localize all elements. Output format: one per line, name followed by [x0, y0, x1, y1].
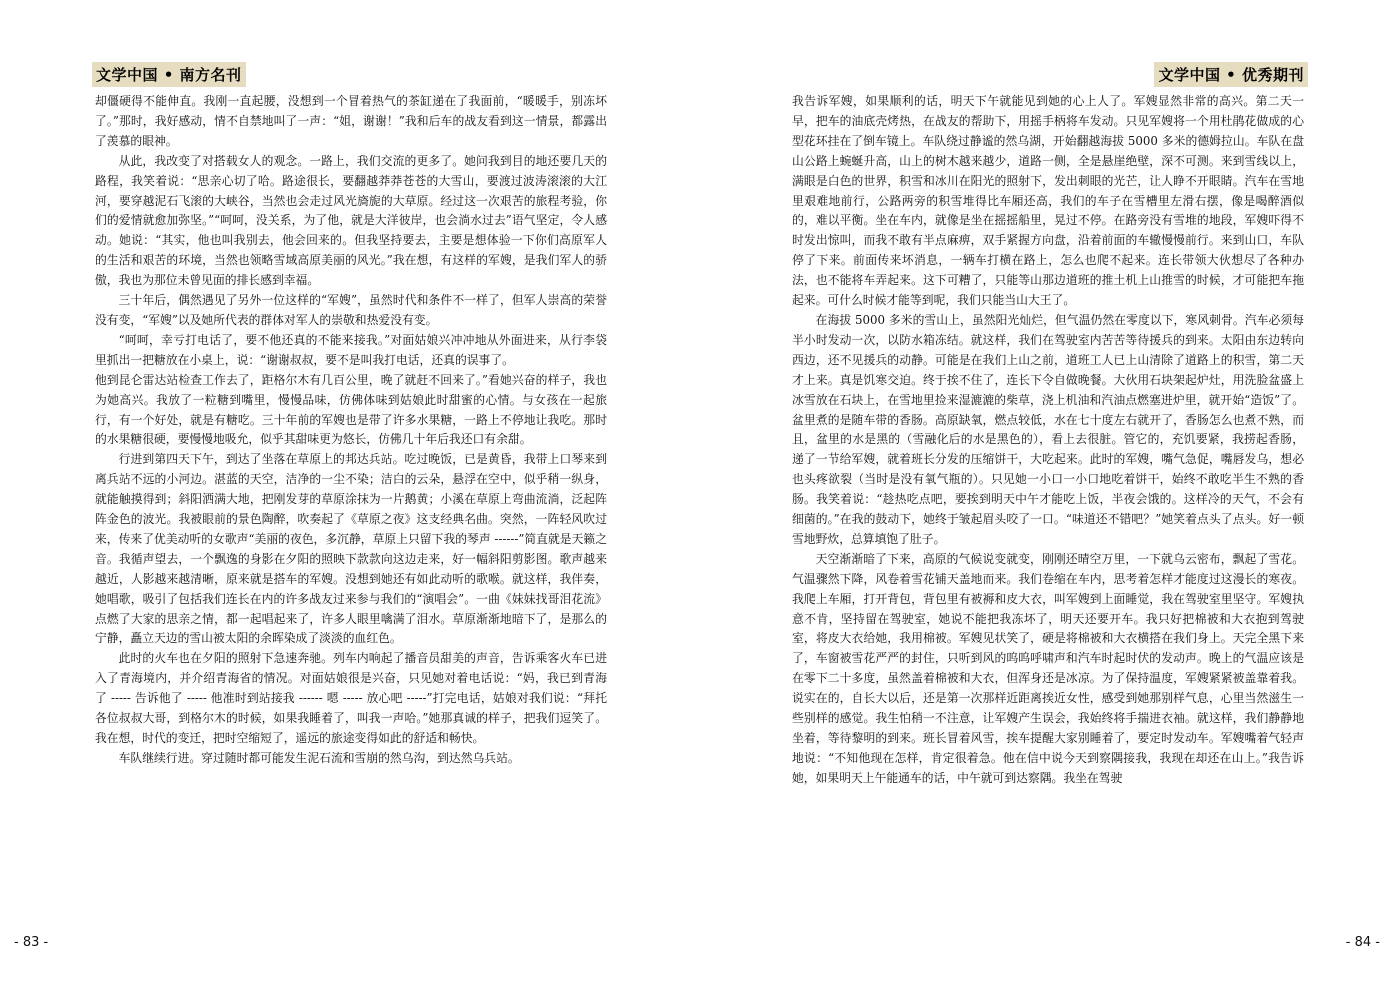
- right-paragraph-2: 在海拔 5000 多米的雪山上，虽然阳光灿烂，但气温仍然在零度以下，寒风刺骨。汽车必须每半小时发动一次，以防水箱冻结。就这样，我们在驾驶室内苦苦等待援兵的到来。太阳由东边转向西边，还不见援兵的动静。可能是在我们上山之前，道班工人已上山清除了道路上的积雪，第二天才上来。真是饥寒交迫。终于挨不住了，连长下令自做晚餐。大伙用石块架起炉灶，用洗脸盆盛上冰雪放在石块上，在雪地里捡来湿漉漉的柴草，浇上机油和汽油点燃塞进炉里，就开始“造饭”了。盆里煮的是随车带的香肠。高原缺氧，燃点较低，水在七十度左右就开了，香肠怎么也煮不熟，而且，盆里的水是黑的（雪融化后的水是黑色的），看上去很脏。管它的，充饥要紧，我捞起香肠，递了一节给军嫂，就着班长分发的压缩饼干，大吃起来。此时的军嫂，嘴气急促，嘴唇发乌，想必也头疼欲裂（当时是没有氧气瓶的）。只见她一小口一小口地吃着饼干，始终不敢吃半生不熟的香肠。我笑着说：“趁热吃点吧，要挨到明天中午才能吃上饭，半夜会饿的。这样冷的天气，不会有细菌的。”在我的鼓动下，她终于皱起眉头咬了一口。“味道还不错吧？”她笑着点头了点头。好一顿雪地野炊，总算填饱了肚子。: [792, 312, 1304, 546]
- left-paragraph-5: 他到昆仑雷达站检查工作去了，距格尔木有几百公里，晚了就赶不回来了。”看她兴奋的样子，我也为她高兴。我放了一粒糖到嘴里，慢慢品味，仿佛体味到姑娘此时甜蜜的心情。与女孩在一起旅行，有一个好处，就是有糖吃。三十年前的军嫂也是带了许多水果糖，一路上不停地让我吃。那时的水果糖很硬，要慢慢地吸允，似乎其甜味更为悠长，仿佛几十年后我还口有余甜。: [95, 372, 607, 447]
- left-paragraph-2: 从此，我改变了对搭载女人的观念。一路上，我们交流的更多了。她问我到目的地还要几天的路程，我笑着说：“思亲心切了哈。路途很长，要翻越莽莽苍苍的大雪山，要渡过波涛滚滚的大江河，要穿越泥石飞滚的大峡谷，当然也会走过风光旖旎的大草原。经过这一次艰苦的旅程考验，你们的爱情就愈加弥坚。”“呵呵，没关系，为了他，就是大洋彼岸，也会淌水过去”语气坚定，令人感动。她说：“其实，他也叫我别去，他会回来的。但我坚持要去，主要是想体验一下你们高原军人的生活和艰苦的环境，当然也领略雪域高原美丽的风光。”我在想，有这样的军嫂，是我们军人的骄傲，我也为那位未曾见面的排长感到幸福。: [95, 153, 607, 288]
- left-page-header: [92, 62, 246, 86]
- left-paragraph-8: 车队继续行进。穿过随时都可能发生泥石流和雪崩的然乌沟，到达然乌兵站。: [118, 750, 520, 765]
- right-page: [699, 0, 1398, 982]
- left-running-head: 文学中国 • 南方名刊: [92, 62, 246, 87]
- left-paragraph-6: 行进到第四天下午，到达了坐落在草原上的邦达兵站。吃过晚饭，已是黄昏，我带上口琴来到离兵站不远的小河边。湛蓝的天空，洁净的一尘不染；洁白的云朵，悬浮在空中，似乎稍一纵身，就能触摸得到；斜阳洒满大地，把刚发芽的草原涂抹为一片鹅黄；小溪在草原上弯曲流淌，泛起阵阵金色的波光。我被眼前的景色陶醉，吹奏起了《草原之夜》这支经典名曲。突然，一阵轻风吹过来，传来了优美动听的女歌声“美丽的夜色，多沉静，草原上只留下我的琴声 ------”简直就是天籁之音。我循声望去，一个飘逸的身影在夕阳的照映下款款向这边走来，好一幅斜阳剪影图。歌声越来越近，人影越来越清晰，原来就是搭车的军嫂。没想到她还有如此动听的歌喉。就这样，我伴奏，她唱歌，吸引了包括我们连长在内的许多战友过来参与我们的“演唱会”。一曲《妹妹找哥泪花流》点燃了大家的思亲之情，都一起唱起来了，许多人眼里噙满了泪水。草原渐渐地暗下了，是那么的宁静，矗立天边的雪山被太阳的余晖染成了淡淡的血红色。: [95, 452, 607, 646]
- left-paragraph-1: 却僵硬得不能伸直。我刚一直起腰，没想到一个冒着热气的茶缸递在了我面前，“暖暖手，别冻坏了。”那时，我好感动，情不自禁地叫了一声：“姐，谢谢！”我和后车的战友看到这一情景，都露出了羡慕的眼神。: [95, 94, 607, 148]
- right-page-header: [1154, 62, 1308, 86]
- right-page-number: - 84 -: [1345, 935, 1380, 950]
- left-page-number: - 83 -: [14, 935, 49, 950]
- left-paragraph-7: 此时的火车也在夕阳的照射下急速奔驰。列车内响起了播音员甜美的声音，告诉乘客火车已进入了青海境内，并介绍青海省的情况。对面姑娘很是兴奋，只见她对着电话说：“妈，我已到青海了 ----- 告诉他了 ----- 他准时到站接我 ------ 嗯 ----- 放心吧 -----”打完电话，姑娘对我们说：“拜托各位叔叔大哥，到格尔木的时候，如果我睡着了，叫我一声哈。”她那真诚的样子，把我们逗笑了。我在想，时代的变迁，把时空缩短了，遥远的旅途变得如此的舒适和畅快。: [95, 651, 607, 745]
- left-paragraph-3: 三十年后，偶然遇见了另外一位这样的“军嫂”，虽然时代和条件不一样了，但军人崇高的荣誉没有变，“军嫂”以及她所代表的群体对军人的崇敬和热爱没有变。: [95, 293, 607, 327]
- left-paragraph-4: “呵呵，幸亏打电话了，要不他还真的不能来接我。”对面姑娘兴冲冲地从外面进来，从行李袋里抓出一把糖放在小桌上，说：“谢谢叔叔，要不是叫我打电话，还真的误事了。: [95, 332, 607, 367]
- right-paragraph-3: 天空渐渐暗了下来，高原的气候说变就变，刚刚还晴空万里，一下就乌云密布，飘起了雪花。气温骤然下降，风卷着雪花铺天盖地而来。我们卷缩在车内，思考着怎样才能度过这漫长的寒夜。我爬上车厢，打开背包，背包里有被褥和皮大衣，叫军嫂到上面睡觉，我在驾驶室里坚守。军嫂执意不肯，坚持留在驾驶室，她说不能把我冻坏了，明天还要开车。我只好把棉被和大衣抱到驾驶室，将皮大衣给她，我用棉被。军嫂见状笑了，硬是将棉被和大衣横搭在我们身上。天完全黑下来了，车窗被雪花严严的封住，只听到风的呜呜呼啸声和汽车时起时伏的发动声。晚上的气温应该是在零下二十多度，虽然盖着棉被和大衣，但浑身还是冰凉。为了保持温度，军嫂紧紧被盖靠着我。说实在的，自长大以后，还是第一次那样近距离挨近女性，感受到她那别样气息，心里当然滋生一些别样的感觉。我生怕稍一不注意，让军嫂产生误会，我始终将手揣进衣袖。就这样，我们静静地坐着，等待黎明的到来。班长冒着风雪，挨车提醒大家别睡着了，要定时发动车。军嫂嘴着气轻声地说：“不知他现在怎样，肯定很着急。他在信中说今天到察隅接我，我现在却还在山上。”我告诉她，如果明天上午能通车的话，中午就可到达察隅。我坐在驾驶: [792, 551, 1304, 785]
- right-running-head: 文学中国 • 优秀期刊: [1154, 62, 1308, 87]
- right-page-body: [792, 92, 1304, 789]
- right-paragraph-1: 我告诉军嫂，如果顺利的话，明天下午就能见到她的心上人了。军嫂显然非常的高兴。第二天一早，把车的油底壳烤热，在战友的帮助下，用摇手柄将车发动。只见军嫂将一个用杜鹃花做成的心型花环挂在了倒车镜上。车队绕过静谧的然乌湖，开始翻越海拔 5000 多米的德姆拉山。车队在盘山公路上蜿蜒升高，山上的树木越来越少，道路一侧，全是悬崖绝壁，深不可测。来到雪线以上，满眼是白色的世界，积雪和冰川在阳光的照射下，发出刺眼的光芒，让人睁不开眼睛。汽车在雪地里艰难地前行，公路两旁的积雪堆得比车厢还高，我们的车子在雪槽里左滑右摆，像是喝醉酒似的，难以平衡。坐在车内，就像是坐在摇摇船里，晃过不停。在路旁没有雪堆的地段，军嫂吓得不时发出惊叫，而我不敢有半点麻痹，双手紧握方向盘，沿着前面的车辙慢慢前行。来到山口，车队停了下来。前面传来坏消息，一辆车打横在路上，怎么也爬不起来。连长带领大伙想尽了各种办法，也不能将车弄起来。这下可糟了，只能等山那边道班的推土机上山推雪的时候，才可能把车拖起来。可什么时候才能等到呢，我们只能当山大王了。: [792, 94, 1304, 308]
- left-page-body: [95, 92, 607, 769]
